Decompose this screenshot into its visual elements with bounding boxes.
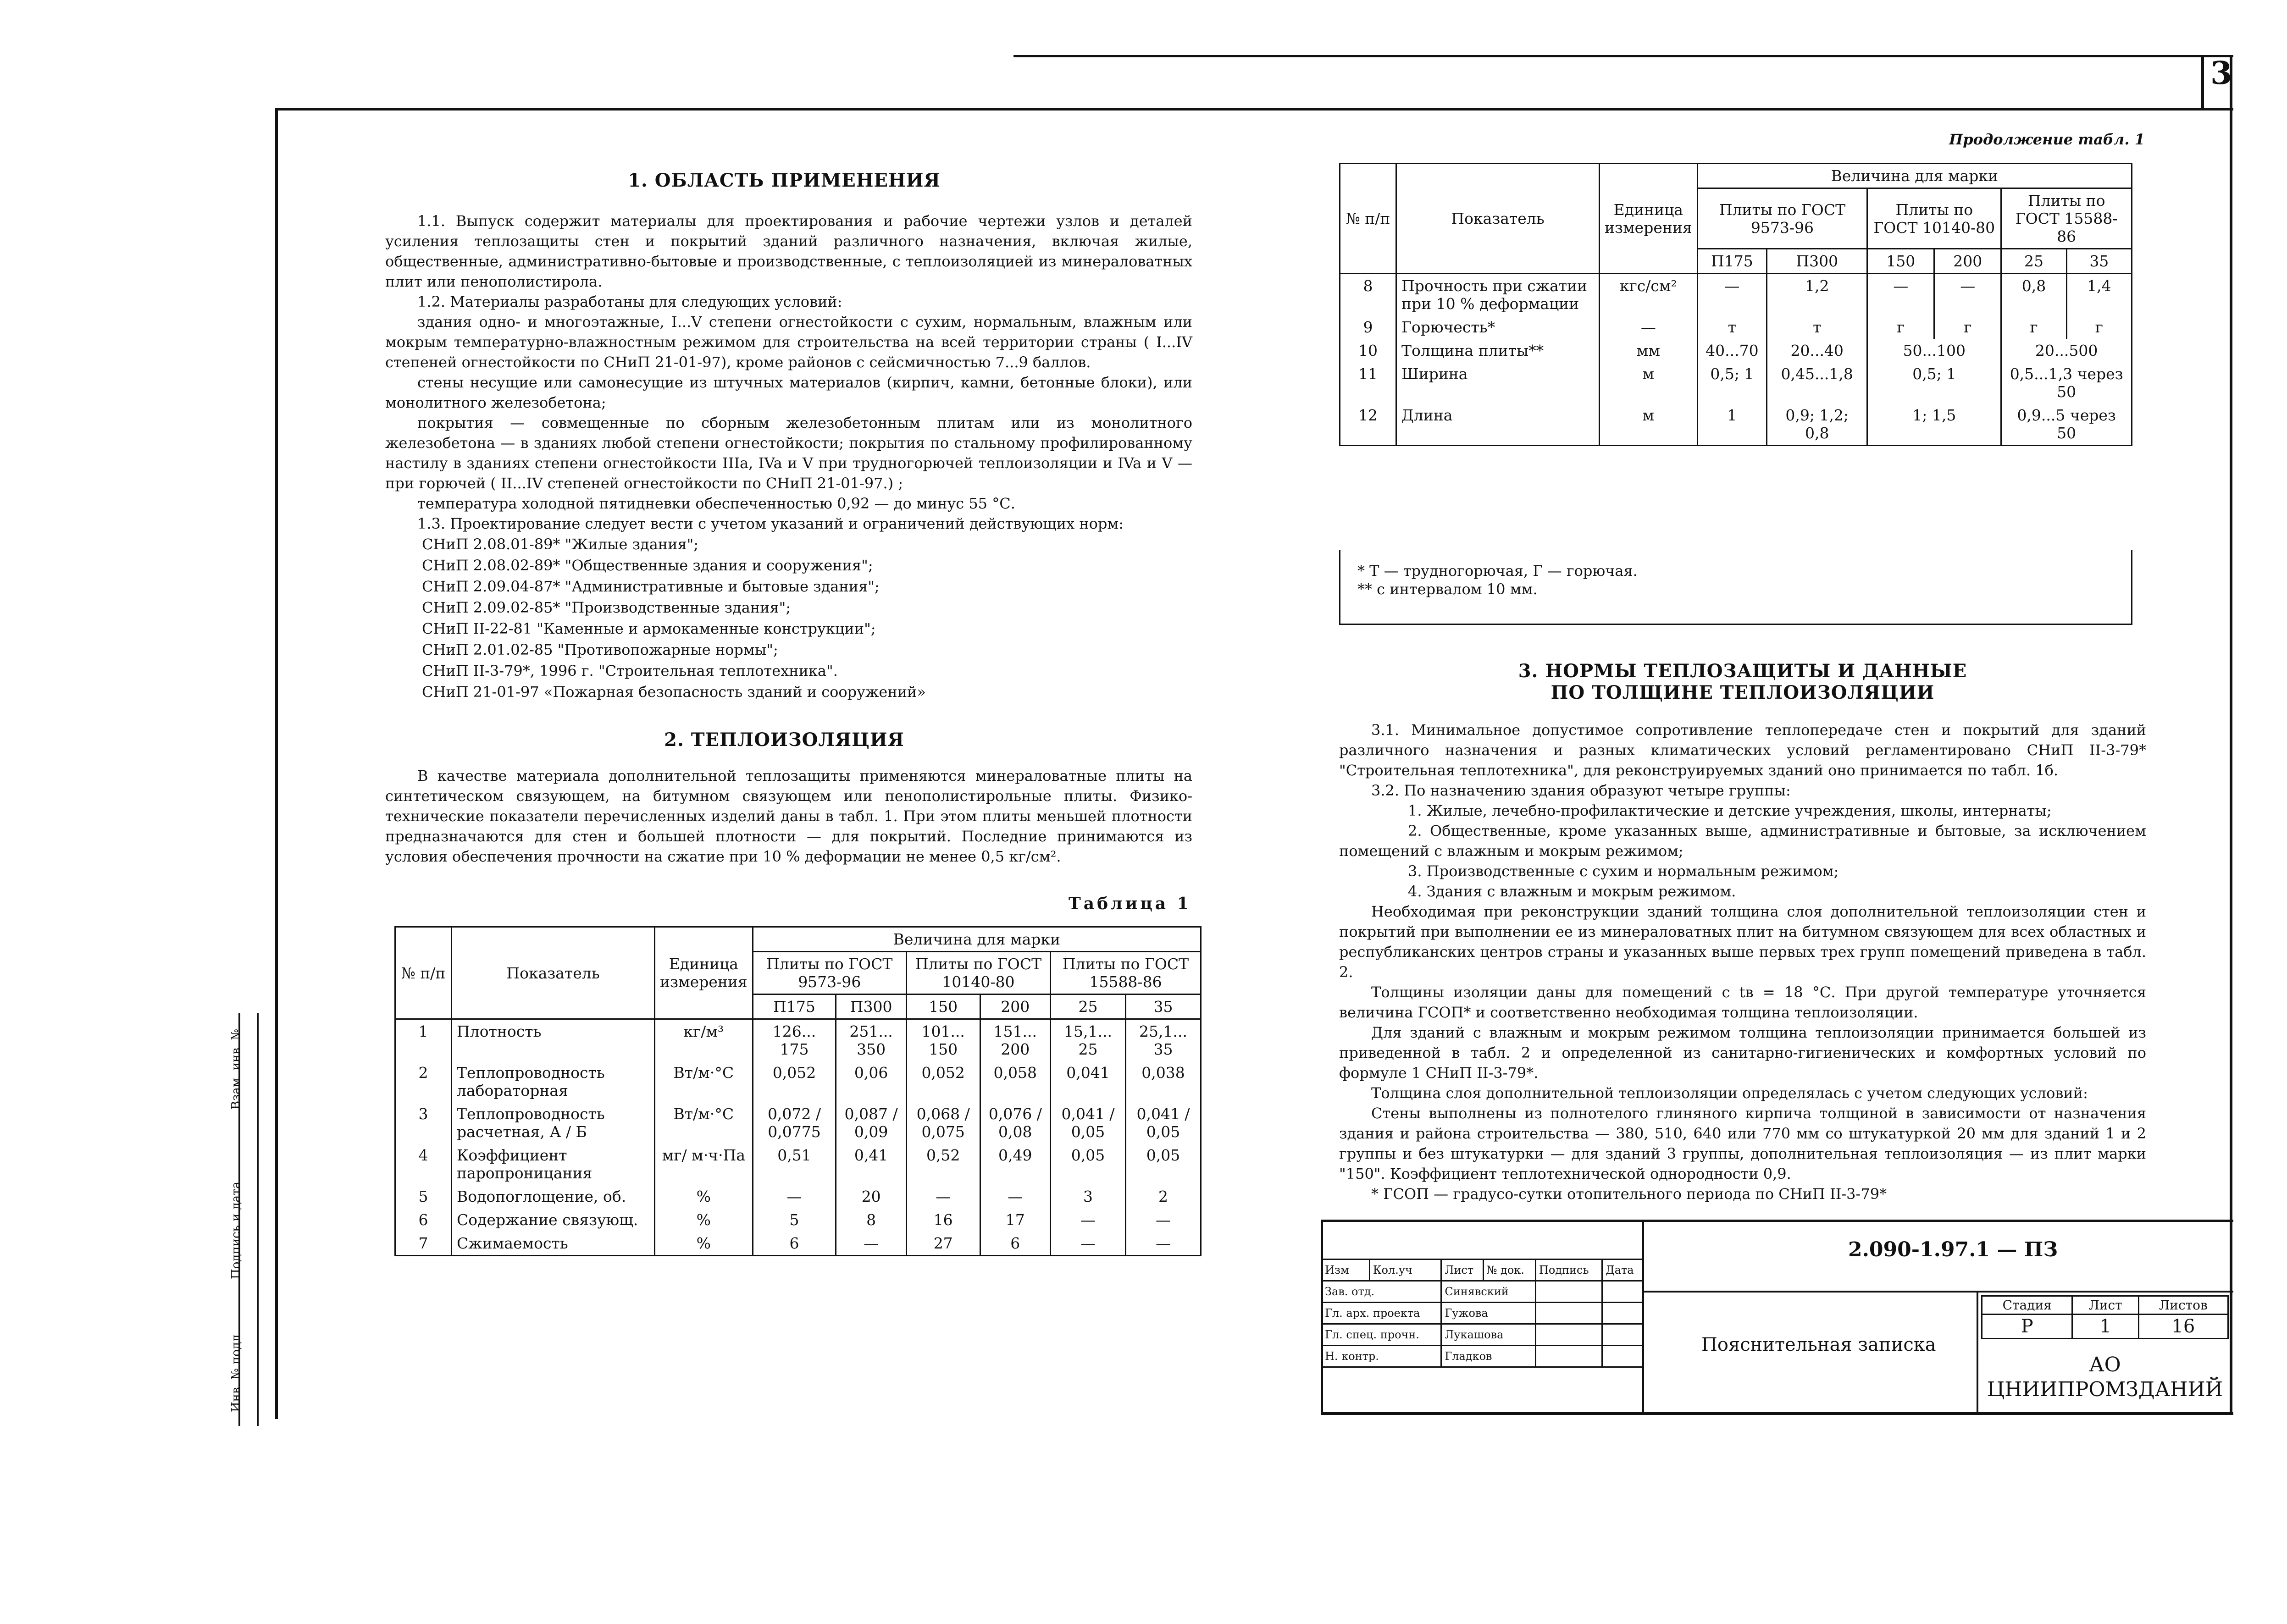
cell-value: 0,41 [836, 1143, 907, 1185]
cell-value: 0,8 [2001, 274, 2066, 316]
cell-value: 20...500 [2001, 339, 2132, 362]
cell-value: т [1767, 315, 1867, 339]
norms-list [385, 534, 1192, 702]
notes-frame-bottom [1339, 624, 2132, 625]
stamp-organization [1981, 1353, 2229, 1402]
paragraph: 3.1. Минимальное допустимое сопротивление теплопередаче стен и покрытий для зданий различного назначения и разных климатических условий регламентировано СНиП II-3-79* "Строительная теплотехника", для реконструируемых зданий оно принимается по табл. 1б. [1339, 721, 2146, 779]
mark-header: 200 [1934, 249, 2001, 274]
cell-value: 0,087 / 0,09 [836, 1102, 907, 1143]
side-label-inventory: Инв. № подл. [229, 1331, 243, 1412]
table-row [395, 1208, 1201, 1232]
stamp-date [1602, 1303, 1644, 1324]
table-row [395, 1232, 1201, 1256]
stamp-head: Лист [1441, 1259, 1483, 1281]
cell-value: — [1934, 274, 2001, 316]
norm-item: СНиП 21-01-97 «Пожарная безопасность зданий и сооружений» [422, 683, 926, 701]
cell-value: — [980, 1185, 1051, 1208]
stamp-head: Кол.уч [1369, 1259, 1441, 1281]
cell-param: Плотность [452, 1019, 655, 1061]
table-1-continuation [1339, 163, 2132, 446]
stamp-head: Дата [1602, 1259, 1644, 1281]
cell-value: 40...70 [1697, 339, 1766, 362]
section-3-title-line-1: 3. НОРМЫ ТЕПЛОЗАЩИТЫ И ДАННЫЕ [1518, 660, 1967, 682]
cell-param: Горючесть* [1396, 315, 1600, 339]
col-header-group-3: Плиты по ГОСТ 15588-86 [1051, 952, 1201, 994]
cell-param: Водопоглощение, об. [452, 1185, 655, 1208]
cell-value: 6 [980, 1232, 1051, 1256]
paragraph: Для зданий с влажным и мокрым режимом толщина теплоизоляции принимается большей из приведенной в табл. 2 и определенной из санитарно-гигиенических и комфортных условий по формуле 1 СНиП II-3-79*. [1339, 1024, 2146, 1082]
cell-num: 1 [395, 1019, 452, 1061]
cell-value: 5 [753, 1208, 836, 1232]
cell-value: 0,076 / 0,08 [980, 1102, 1051, 1143]
table-1 [394, 926, 1202, 1256]
note-flammability: * Т — трудногорючая, Г — горючая. [1357, 562, 1638, 580]
cell-value: — [1051, 1208, 1126, 1232]
cell-param: Коэффициент паропроницания [452, 1143, 655, 1185]
cell-num: 12 [1340, 403, 1396, 446]
paragraph: покрытия — совмещенные по сборным железобетонным плитам или из монолитного железобетона — в зданиях любой степени огнестойкости; покрытия по стальному профилированному настилу в зданиях степени огнестойкости IIIa, IVa и V при трудногорючей теплоизоляции и IVa и V — при горючей ( II...IV степеней огнестойкости по СНиП 21-01-97.) ; [385, 414, 1192, 492]
stamp-document-title: Пояснительная записка [1701, 1334, 1936, 1355]
stamp-date [1602, 1324, 1644, 1346]
paragraph: здания одно- и многоэтажные, I...V степени огнестойкости с сухим, нормальным, влажным или мокрым температурно-влажностным режимом для строительства на всей территории страны ( I...IV степеней огнестойкости по СНиП 21-01-97), кроме районов с сейсмичностью 7...9 баллов. [385, 313, 1192, 371]
stamp-role: Зав. отд. [1322, 1281, 1441, 1303]
paragraph: Толщины изоляции даны для помещений с tв = 18 °С. При другой температуре уточняется величина ГСОП* и соответственно необходимая толщина теплоизоляции. [1339, 983, 2146, 1021]
cell-value: 0,058 [980, 1061, 1051, 1102]
cell-unit: м [1600, 362, 1698, 403]
frame-bottom-line [1321, 1412, 2233, 1415]
stamp-name: Гладков [1441, 1346, 1536, 1367]
mark-header: 25 [2001, 249, 2066, 274]
cell-value: 3 [1051, 1185, 1126, 1208]
col-header-param: Показатель [1396, 164, 1600, 274]
col-header-group-3: Плиты по ГОСТ 15588-86 [2001, 188, 2132, 249]
cell-value: 126... 175 [753, 1019, 836, 1061]
top-border-line [1013, 55, 2233, 57]
cell-value: г [2066, 315, 2132, 339]
stamp-head: Подпись [1535, 1259, 1602, 1281]
mark-header: 35 [1126, 994, 1201, 1019]
mark-header: П300 [1767, 249, 1867, 274]
side-label-replace: Взам. инв. № [229, 1029, 243, 1110]
cell-param: Сжимаемость [452, 1232, 655, 1256]
paragraph: Необходимая при реконструкции зданий толщина слоя дополнительной теплоизоляции стен и покрытий при выполнении ее из минераловатных плит на битумном связующем для всех областных и республиканских центров страны и указанных выше первых трех групп помещений приведена в табл. 2. [1339, 903, 2146, 981]
cell-value: 1,4 [2066, 274, 2132, 316]
table-row [1340, 362, 2132, 403]
cell-param: Длина [1396, 403, 1600, 446]
cell-unit: — [1600, 315, 1698, 339]
note-interval: ** с интервалом 10 мм. [1357, 580, 1538, 598]
cell-unit: кг/м³ [655, 1019, 753, 1061]
stamp-top-line [1321, 1220, 2233, 1222]
cell-value: 20...40 [1767, 339, 1867, 362]
cell-unit: мм [1600, 339, 1698, 362]
stamp-signature [1535, 1281, 1602, 1303]
cell-value: — [753, 1185, 836, 1208]
cell-unit: Вт/м·°С [655, 1061, 753, 1102]
norm-item: СНиП 2.09.04-87* "Административные и бытовые здания"; [422, 578, 880, 595]
stamp-date [1602, 1346, 1644, 1367]
paragraph: 1.3. Проектирование следует вести с учетом указаний и ограничений действующих норм: [417, 515, 1124, 532]
cell-value: 0,49 [980, 1143, 1051, 1185]
col-header-group-1: Плиты по ГОСТ 9573-96 [1697, 188, 1867, 249]
cell-value: 27 [906, 1232, 980, 1256]
paragraph: стены несущие или самонесущие из штучных материалов (кирпич, камни, бетонные блоки), или монолитного железобетона; [385, 374, 1192, 411]
page-number: 3 [2210, 55, 2232, 92]
cell-value: 16 [906, 1208, 980, 1232]
stamp-date [1602, 1281, 1644, 1303]
cell-unit: мг/ м·ч·Па [655, 1143, 753, 1185]
stamp-name: Синявский [1441, 1281, 1536, 1303]
paragraph: 3.2. По назначению здания образуют четыре группы: [1371, 782, 1791, 799]
cell-value: 17 [980, 1208, 1051, 1232]
cell-value: 0,5; 1 [1867, 362, 2001, 403]
cell-value: 151... 200 [980, 1019, 1051, 1061]
cell-unit: % [655, 1208, 753, 1232]
table-1-body [395, 1019, 1201, 1256]
cell-unit: м [1600, 403, 1698, 446]
cell-value: 0,05 [1126, 1143, 1201, 1185]
cell-param: Толщина плиты** [1396, 339, 1600, 362]
section-2-title: 2. ТЕПЛОИЗОЛЯЦИЯ [664, 729, 904, 751]
cell-value: 251... 350 [836, 1019, 907, 1061]
cell-value: 0,5...1,3 через 50 [2001, 362, 2132, 403]
stage-label: Стадия [1982, 1296, 2072, 1315]
cell-value: — [1126, 1208, 1201, 1232]
stamp-signature [1535, 1303, 1602, 1324]
cell-value: 1; 1,5 [1867, 403, 2001, 446]
cell-value: 0,038 [1126, 1061, 1201, 1102]
cell-value: 0,9; 1,2; 0,8 [1767, 403, 1867, 446]
cell-num: 5 [395, 1185, 452, 1208]
table-row [1340, 403, 2132, 446]
stamp-name: Гужова [1441, 1303, 1536, 1324]
col-header-param: Показатель [452, 927, 655, 1019]
stamp-role: Гл. арх. проекта [1322, 1303, 1441, 1324]
paragraph: 1.1. Выпуск содержит материалы для проектирования и рабочие чертежи узлов и деталей усиления теплозащиты стен и покрытий зданий различного назначения, включая жилые, общественные, административно-бытовые и производственные, с теплоизоляцией из минераловатных плит или пенополистирола. [385, 212, 1192, 290]
stamp-role: Н. контр. [1322, 1346, 1441, 1367]
stamp-title-divider [1977, 1291, 1978, 1414]
paragraph: Стены выполнены из полнотелого глиняного кирпича толщиной в зависимости от назначения здания и района строительства — 380, 510, 640 или 770 мм со штукатуркой 20 мм для зданий 1 и 2 группы и без штукатурки — для зданий 3 группы, дополнительная теплоизоляция — из плит марки "150". Коэффициент теплотехнической однородности 0,9. [1339, 1105, 2146, 1182]
cell-value: г [1934, 315, 2001, 339]
cell-value: — [1867, 274, 1934, 316]
table-row [395, 1019, 1201, 1061]
frame-top-line [275, 108, 2233, 110]
cell-value: 15,1... 25 [1051, 1019, 1126, 1061]
cell-unit: % [655, 1185, 753, 1208]
stamp-document-code: 2.090-1.97.1 — ПЗ [1848, 1238, 2058, 1261]
cell-value: — [836, 1232, 907, 1256]
mark-header: П300 [836, 994, 907, 1019]
cell-num: 4 [395, 1143, 452, 1185]
cell-value: 0,072 / 0,0775 [753, 1102, 836, 1143]
cell-num: 3 [395, 1102, 452, 1143]
stamp-name: Лукашова [1441, 1324, 1536, 1346]
org-line-2: ЦНИИПРОМЗДАНИЙ [1987, 1378, 2223, 1401]
cell-num: 10 [1340, 339, 1396, 362]
table-notes [1357, 562, 1638, 598]
list-item: 4. Здания с влажным и мокрым режимом. [1408, 883, 1736, 900]
cell-value: 2 [1126, 1185, 1201, 1208]
cell-param: Прочность при сжатии при 10 % деформации [1396, 274, 1600, 316]
section-2-text [385, 766, 1192, 867]
mark-header: 150 [1867, 249, 1934, 274]
cell-value: 8 [836, 1208, 907, 1232]
stamp-signature [1535, 1324, 1602, 1346]
mark-header: 25 [1051, 994, 1126, 1019]
table-row [1340, 315, 2132, 339]
table-row [395, 1102, 1201, 1143]
norm-item: СНиП II-3-79*, 1996 г. "Строительная теплотехника". [422, 662, 838, 679]
cell-value: 0,06 [836, 1061, 907, 1102]
table-row [395, 1143, 1201, 1185]
cell-value: 0,068 / 0,075 [906, 1102, 980, 1143]
cell-value: 0,05 [1051, 1143, 1126, 1185]
section-3-text [1339, 720, 2146, 1204]
stamp-stage-table [1981, 1295, 2229, 1339]
table-row [395, 1061, 1201, 1102]
cell-num: 6 [395, 1208, 452, 1232]
cell-value: т [1697, 315, 1766, 339]
sheet-label: Лист [2072, 1296, 2138, 1315]
mark-header: П175 [1697, 249, 1766, 274]
cell-value: 1,2 [1767, 274, 1867, 316]
cell-value: 0,52 [906, 1143, 980, 1185]
section-1-title: 1. ОБЛАСТЬ ПРИМЕНЕНИЯ [628, 170, 941, 191]
cell-value: 25,1... 35 [1126, 1019, 1201, 1061]
sheets-value: 16 [2138, 1315, 2228, 1339]
cell-unit: Вт/м·°С [655, 1102, 753, 1143]
section-1-text [385, 211, 1192, 702]
col-header-num: № п/п [395, 927, 452, 1019]
cell-value: 0,052 [753, 1061, 836, 1102]
stamp-signature [1535, 1346, 1602, 1367]
stamp-code-divider [1642, 1291, 2233, 1293]
cell-value: 0,51 [753, 1143, 836, 1185]
stage-value: Р [1982, 1315, 2072, 1339]
cell-value: 101... 150 [906, 1019, 980, 1061]
stamp-head: Изм [1322, 1259, 1370, 1281]
table-1-continuation-body [1340, 274, 2132, 446]
cell-value: 20 [836, 1185, 907, 1208]
notes-frame-right [2131, 550, 2132, 625]
cell-param: Содержание связующ. [452, 1208, 655, 1232]
cell-num: 2 [395, 1061, 452, 1102]
paragraph: 1.2. Материалы разработаны для следующих условий: [417, 293, 842, 310]
cell-value: 0,052 [906, 1061, 980, 1102]
col-header-group-2: Плиты по ГОСТ 10140-80 [906, 952, 1050, 994]
paragraph: температура холодной пятидневки обеспеченностью 0,92 — до минус 55 °С. [417, 495, 1015, 512]
cell-value: 0,5; 1 [1697, 362, 1766, 403]
cell-param: Теплопроводность лабораторная [452, 1061, 655, 1102]
cell-unit: кгс/см² [1600, 274, 1698, 316]
cell-param: Теплопроводность расчетная, А / Б [452, 1102, 655, 1143]
list-item: 3. Производственные с сухим и нормальным режимом; [1408, 862, 1839, 880]
cell-num: 11 [1340, 362, 1396, 403]
cell-value: 1 [1697, 403, 1766, 446]
mark-header: 150 [906, 994, 980, 1019]
cell-value: — [1051, 1232, 1126, 1256]
notes-frame-left [1339, 550, 1340, 625]
paragraph: Толщина слоя дополнительной теплоизоляции определялась с учетом следующих условий: [1371, 1084, 2088, 1102]
section-3-title [1467, 660, 2018, 703]
table-1-caption: Таблица 1 [1069, 894, 1191, 913]
table-row [395, 1185, 1201, 1208]
frame-right-line [2230, 55, 2232, 1412]
cell-value: — [1697, 274, 1766, 316]
sheet-value: 1 [2072, 1315, 2138, 1339]
col-header-group-2: Плиты по ГОСТ 10140-80 [1867, 188, 2001, 249]
cell-value: 0,9...5 через 50 [2001, 403, 2132, 446]
col-header-group-1: Плиты по ГОСТ 9573-96 [753, 952, 906, 994]
paragraph: В качестве материала дополнительной теплозащиты применяются минераловатные плиты на синтетическом связующем, на битумном связующем или пенополистирольные плиты. Физико-технические показатели перечисленных изделий даны в табл. 1. При этом плиты меньшей плотности предназначаются для стен и большей плотности — для покрытий. Последние принимаются из условия обеспечения прочности на сжатие при 10 % деформации не менее 0,5 кг/см². [385, 767, 1192, 865]
cell-param: Ширина [1396, 362, 1600, 403]
footnote: * ГСОП — градусо-сутки отопительного периода по СНиП II-3-79* [1371, 1185, 1887, 1203]
stamp-role: Гл. спец. прочн. [1322, 1324, 1441, 1346]
col-header-num: № п/п [1340, 164, 1396, 274]
stamp-signature-grid [1321, 1259, 1644, 1368]
norm-item: СНиП 2.01.02-85 "Противопожарные нормы"; [422, 641, 778, 658]
cell-unit: % [655, 1232, 753, 1256]
col-header-value: Величина для марки [753, 927, 1201, 952]
table-row [1340, 339, 2132, 362]
side-label-signature: Подпись и дата [229, 1182, 243, 1279]
list-item: 2. Общественные, кроме указанных выше, административные и бытовые, за исключением помещений с влажным и мокрым режимом; [1339, 822, 2146, 860]
cell-value: 0,041 / 0,05 [1051, 1102, 1126, 1143]
side-strip-line [257, 1013, 259, 1426]
mark-header: П175 [753, 994, 836, 1019]
col-header-value: Величина для марки [1697, 164, 2132, 188]
cell-value: 0,041 [1051, 1061, 1126, 1102]
section-3-title-line-2: ПО ТОЛЩИНЕ ТЕПЛОИЗОЛЯЦИИ [1551, 682, 1935, 703]
cell-value: 6 [753, 1232, 836, 1256]
cell-value: 50...100 [1867, 339, 2001, 362]
mark-header: 200 [980, 994, 1051, 1019]
cell-num: 9 [1340, 315, 1396, 339]
cell-value: — [1126, 1232, 1201, 1256]
cell-num: 8 [1340, 274, 1396, 316]
cell-num: 7 [395, 1232, 452, 1256]
cell-value: г [1867, 315, 1934, 339]
cell-value: г [2001, 315, 2066, 339]
list-item: 1. Жилые, лечебно-профилактические и детские учреждения, школы, интернаты; [1408, 802, 2052, 819]
norm-item: СНиП 2.08.01-89* "Жилые здания"; [422, 536, 699, 553]
page-number-box-line [2201, 55, 2204, 110]
col-header-unit: Единица измерения [1600, 164, 1698, 274]
cell-value: — [906, 1185, 980, 1208]
stamp-head: № док. [1483, 1259, 1535, 1281]
org-line-1: АО [2089, 1353, 2121, 1376]
cell-value: 0,45...1,8 [1767, 362, 1867, 403]
norm-item: СНиП II-22-81 "Каменные и армокаменные конструкции"; [422, 620, 876, 637]
norm-item: СНиП 2.08.02-89* "Общественные здания и сооружения"; [422, 557, 873, 574]
norm-item: СНиП 2.09.02-85* "Производственные здания"; [422, 599, 791, 616]
sheets-label: Листов [2138, 1296, 2228, 1315]
cell-value: 0,041 / 0,05 [1126, 1102, 1201, 1143]
frame-left-line [275, 108, 278, 1419]
table-1-continuation-caption: Продолжение табл. 1 [1949, 131, 2145, 148]
col-header-unit: Единица измерения [655, 927, 753, 1019]
mark-header: 35 [2066, 249, 2132, 274]
table-row [1340, 274, 2132, 316]
